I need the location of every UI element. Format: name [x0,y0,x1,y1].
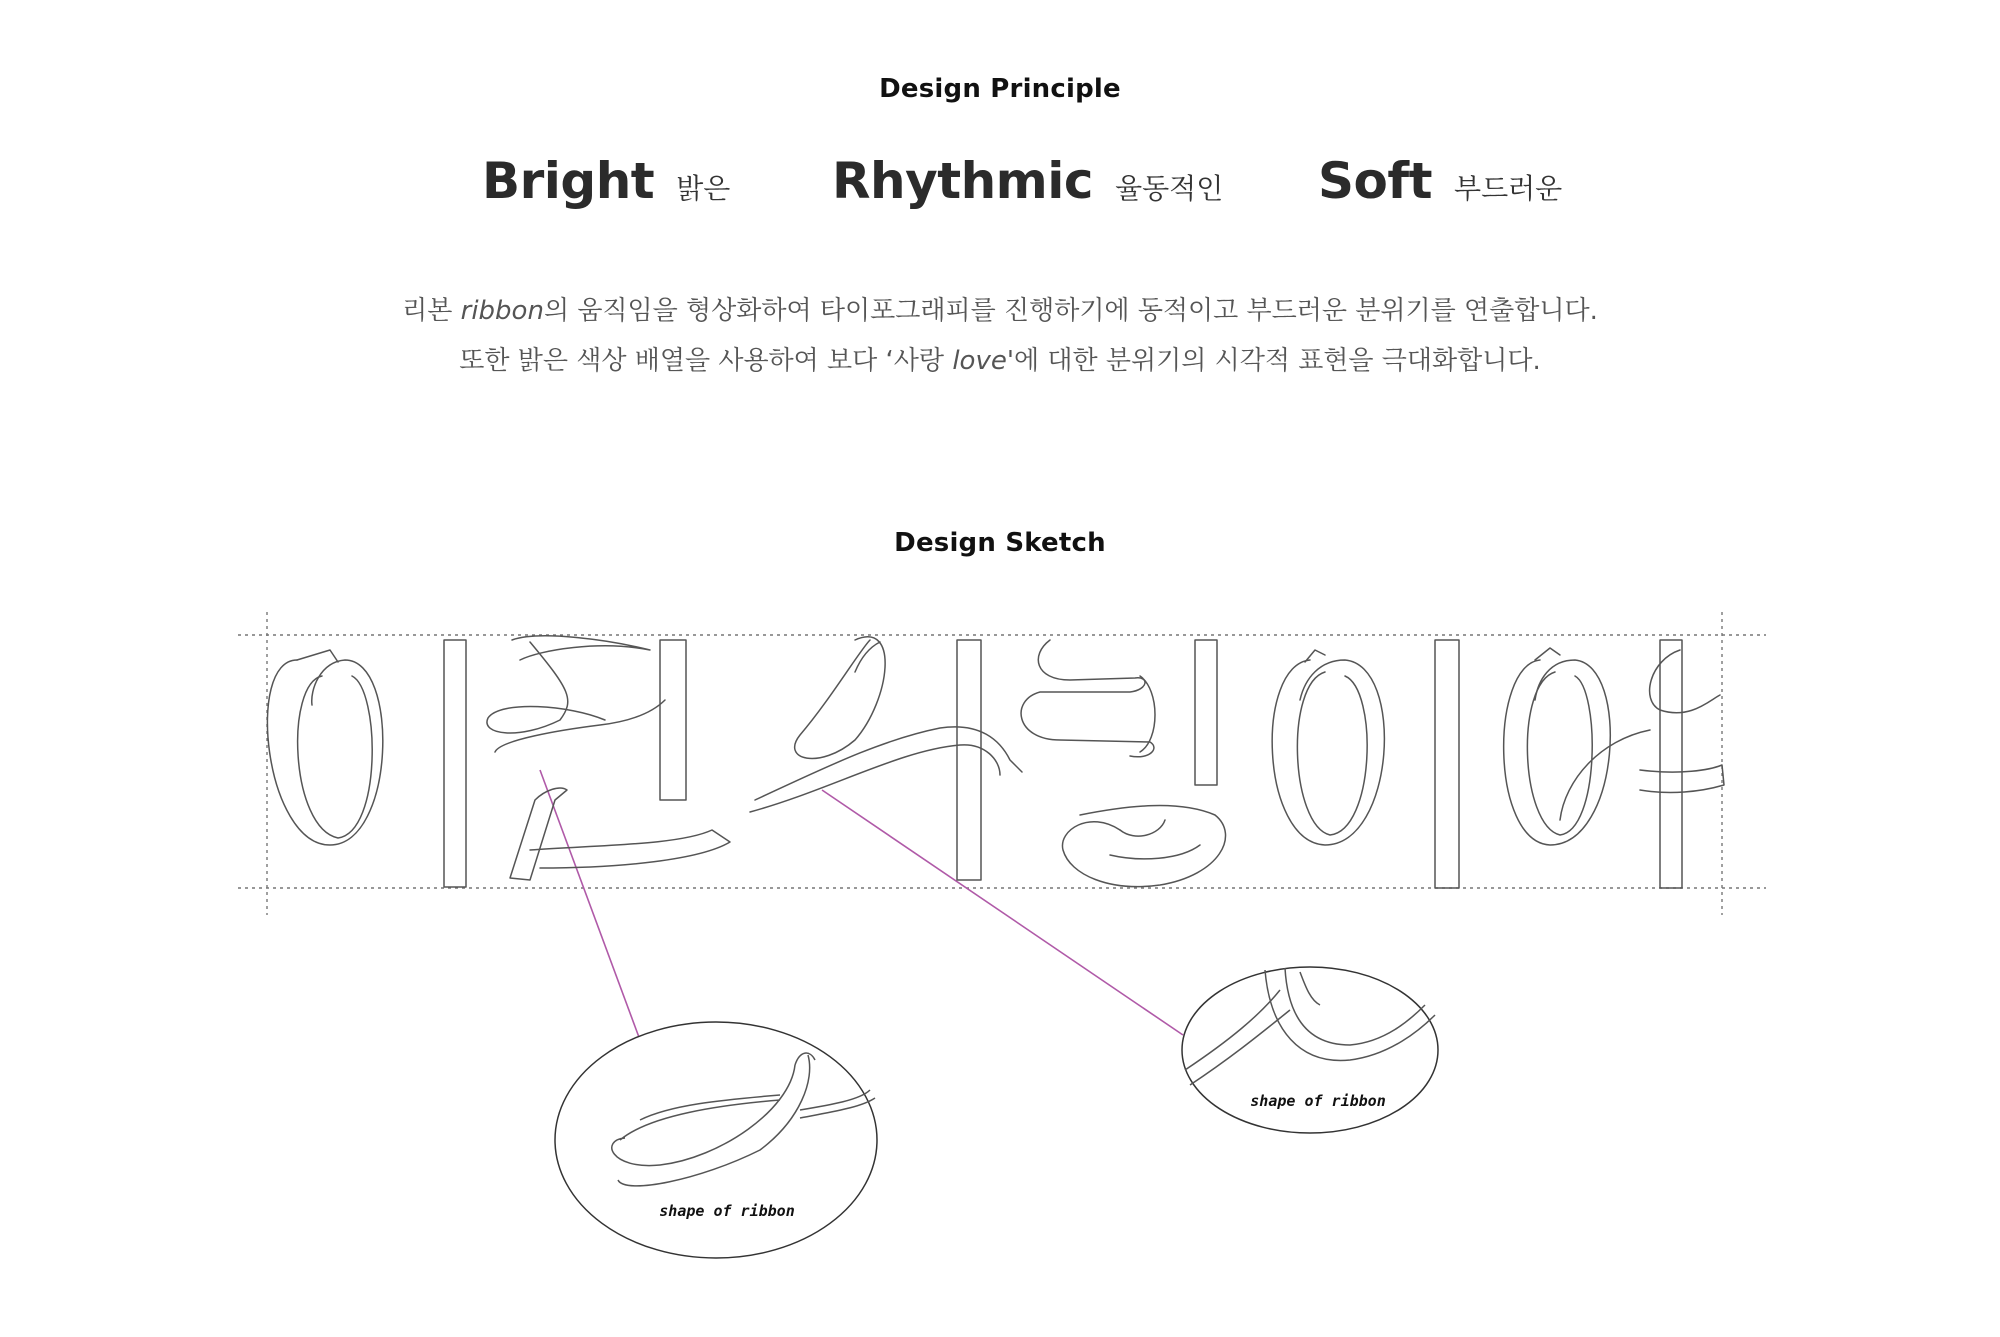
glyph-i-2 [1272,640,1459,888]
description-line-1-before: 리본 [402,296,461,326]
stroke-bar [444,640,466,887]
principle-bright-en: Bright [482,152,655,210]
ribbon-lettering [267,636,1724,888]
design-sketch-title: Design Sketch [894,528,1106,558]
design-principle-title: Design Principle [879,74,1121,104]
glyph-i-1 [267,640,466,887]
zoom-ellipse-left [555,1022,877,1258]
principle-rhythmic-ko: 율동적인 [1115,172,1224,205]
stroke-bar [660,640,686,800]
glyph-geon [487,636,730,880]
zoom-bubble-right [1182,967,1438,1133]
principle-bright-ko: 밝은 [676,172,731,205]
principle-rhythmic-en: Rhythmic [832,152,1094,210]
glyph-ya [1504,640,1724,888]
zoom-label-left: shape of ribbon [659,1202,795,1220]
stroke-bar [1435,640,1459,888]
description-line-2-after: '에 대한 분위기의 시각적 표현을 극대화합니다. [1006,346,1541,376]
principle-soft-en: Soft [1318,152,1433,210]
description-line-2-before: 또한 밝은 색상 배열을 사용하여 보다 ‘사랑 [459,346,953,376]
stroke-bar [957,640,981,880]
leader-lines [540,770,1183,1040]
zoom-bubble-left [555,1022,877,1258]
zoom-label-right: shape of ribbon [1250,1092,1386,1110]
description-line-1-italic: ribbon [460,296,544,326]
leader-line-left [540,770,640,1040]
description-line-2-italic: love [952,346,1007,376]
glyph-rang [1021,640,1225,887]
leader-line-right [822,790,1183,1035]
description-line-1-after: 의 움직임을 형상화하여 타이포그래피를 진행하기에 동적이고 부드러운 분위기를 연출합니다. [543,296,1598,326]
stroke-bar [1195,640,1217,785]
glyph-sa [750,637,1022,880]
principle-soft-ko: 부드러운 [1454,172,1563,205]
stroke-bar [1660,640,1682,888]
guide-lines [238,612,1766,915]
